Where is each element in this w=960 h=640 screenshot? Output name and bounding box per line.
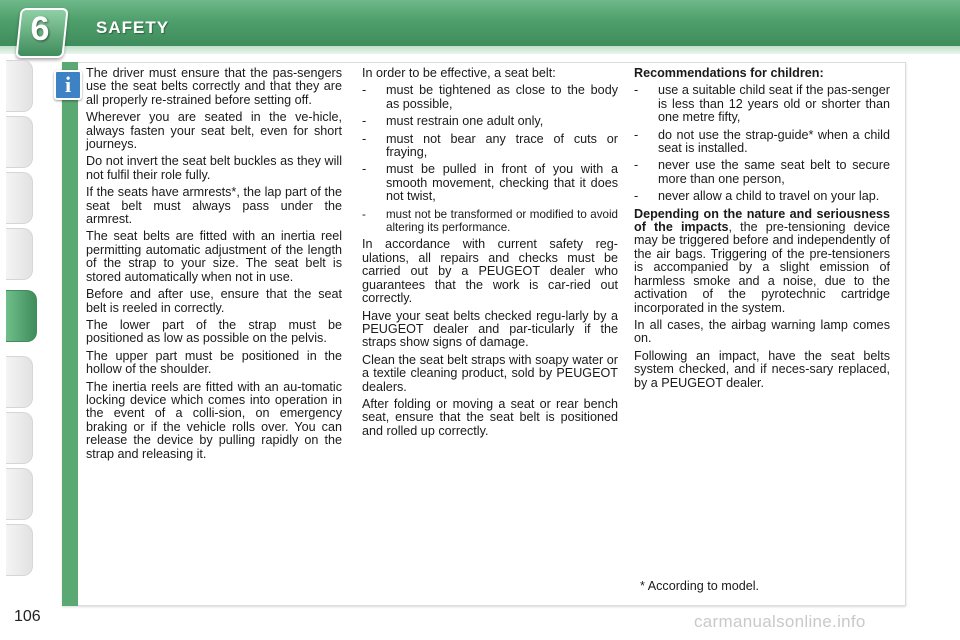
paragraph: Do not invert the seat belt buckles as they will not fulfil their role fully. xyxy=(86,154,342,182)
section-heading: Recommendations for children: xyxy=(634,66,824,80)
watermark: carmanualsonline.info xyxy=(694,612,866,631)
paragraph: Before and after use, ensure that the seat belt is reeled in correctly. xyxy=(86,287,342,315)
paragraph: The driver must ensure that the pas-sengers use the seat belts correctly and that they are all properly re-strained before setting off. xyxy=(86,66,342,107)
page-number: 106 xyxy=(14,608,41,625)
section-tab-active[interactable] xyxy=(6,290,37,342)
paragraph-rest: , the pre-tensioning device may be triggered before and independently of the air bags. Triggering of the pre-tensioners is accompanied by a slight emission of harmless smoke and a noise, due to the activation of the pyrotechnic cartridge incorporated in the system. xyxy=(634,220,891,315)
info-icon: i xyxy=(54,70,82,100)
list-item: - do not use the strap-guide* when a child seat is installed. xyxy=(634,129,890,156)
list-item: - must be pulled in front of you with a smooth movement, checking that it does not twist, xyxy=(362,163,618,203)
bold-lead: Depending on the nature and seriousness of the impacts xyxy=(634,206,890,235)
section-tab[interactable] xyxy=(6,116,33,168)
section-tab[interactable] xyxy=(6,356,33,408)
section-tab[interactable] xyxy=(6,412,33,464)
paragraph: The upper part must be positioned in the hollow of the shoulder. xyxy=(86,348,342,377)
column-children xyxy=(634,67,890,394)
paragraph: In all cases, the airbag warning lamp comes on. xyxy=(634,317,890,346)
pretensioner-paragraph xyxy=(634,208,890,315)
list-item: - never use the same seat belt to secure more than one person, xyxy=(634,159,890,186)
section-tabs xyxy=(0,60,36,580)
paragraph: Have your seat belts checked regu-larly by a PEUGEOT dealer and par-ticularly if the straps show signs of damage. xyxy=(362,308,618,350)
list-item: - must not be transformed or modified to avoid altering its performance. xyxy=(362,208,618,235)
paragraph: If the seats have armrests*, the lap part of the seat belt must always pass under the armrest. xyxy=(86,185,342,227)
section-tab[interactable] xyxy=(6,524,33,576)
paragraph: The inertia reels are fitted with an au-tomatic locking device which comes into operation in the event of a colli-sion, on emergency braking or if the vehicle rolls over. You can release the device by pulling rapidly on the strap and releasing it. xyxy=(86,379,342,461)
column-seat-belt-requirements xyxy=(362,67,618,442)
children-list xyxy=(634,84,890,203)
list-item: - use a suitable child seat if the pas-senger is less than 12 years old or shorter than one metre fifty, xyxy=(634,84,890,124)
section-tab[interactable] xyxy=(6,468,33,520)
list-item: - never allow a child to travel on your lap. xyxy=(634,190,890,203)
requirements-list xyxy=(362,84,618,234)
paragraph: In accordance with current safety reg-ulations, all repairs and checks must be carried out by a PEUGEOT dealer who guarantees that the work is car-ried out correctly. xyxy=(362,237,618,306)
intro-text: In order to be effective, a seat belt: xyxy=(362,66,556,80)
header-underline xyxy=(0,46,960,54)
paragraph: Following an impact, have the seat belts system checked, and if neces-sary replaced, by a PEUGEOT dealer. xyxy=(634,348,890,390)
section-tab[interactable] xyxy=(6,60,33,112)
footnote: * According to model. xyxy=(640,579,760,593)
paragraph: After folding or moving a seat or rear bench seat, ensure that the seat belt is positioned and rolled up correctly. xyxy=(362,396,618,438)
paragraph: The seat belts are fitted with an inertia reel permitting automatic adjustment of the length of the strap to your size. The seat belt is stored automatically when not in use. xyxy=(86,229,342,284)
list-item: - must not bear any trace of cuts or fraying, xyxy=(362,133,618,160)
chapter-number: 6 xyxy=(30,10,50,48)
paragraph: Clean the seat belt straps with soapy water or a textile cleaning product, sold by PEUGEOT dealers. xyxy=(362,352,618,394)
paragraph: Wherever you are seated in the ve-hicle, always fasten your seat belt, even for short journeys. xyxy=(86,110,342,152)
section-tab[interactable] xyxy=(6,228,33,280)
panel-side-bar xyxy=(62,62,78,606)
column-driver-guidance xyxy=(86,67,342,465)
paragraph: The lower part of the strap must be positioned as low as possible on the pelvis. xyxy=(86,317,342,346)
section-tab[interactable] xyxy=(6,172,33,224)
list-item: - must restrain one adult only, xyxy=(362,115,618,128)
list-item: - must be tightened as close to the body as possible, xyxy=(362,84,618,111)
page-title: SAFETY xyxy=(96,18,170,37)
